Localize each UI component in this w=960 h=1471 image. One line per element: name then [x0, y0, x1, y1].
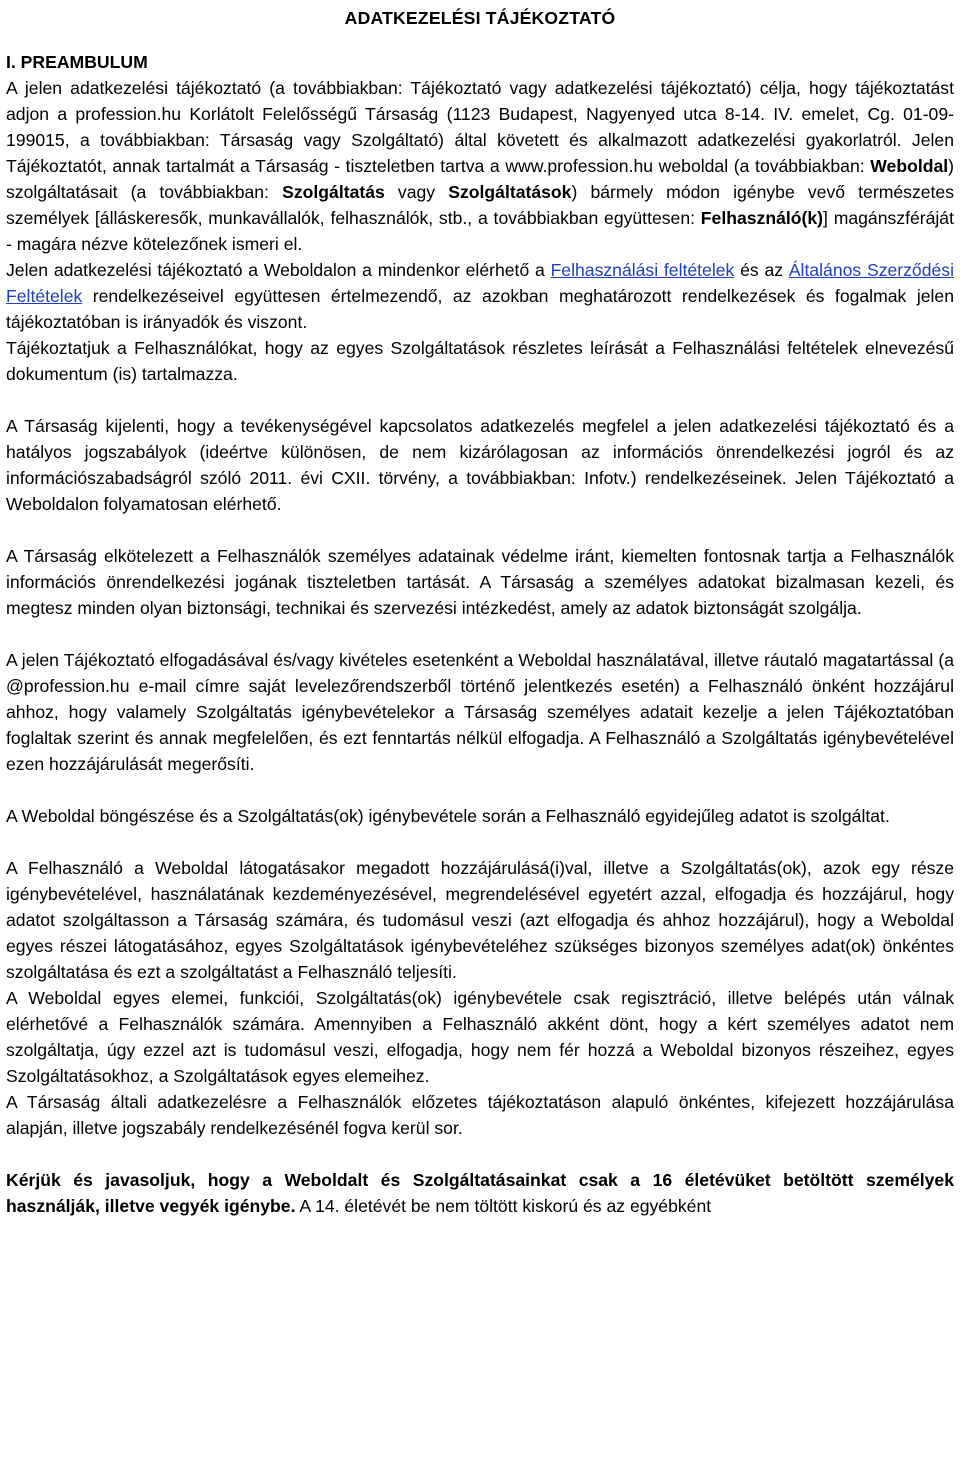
text: rendelkezéseivel együttesen értelmezendő, az azokban meghatározott rendelkezések és fogalmak jelen tájékoztatóban is irányadók és viszont.: [6, 286, 954, 332]
age-limit-notice: Kérjük és javasoljuk, hogy a Weboldalt és Szolgáltatásainkat csak a 16 életévüket betöltött személyek használják, illetve vegyék igénybe.: [6, 1170, 954, 1216]
document-title: ADATKEZELÉSI TÁJÉKOZTATÓ: [344, 8, 616, 28]
link-altalanos-szerzodesi-feltetelek[interactable]: Általános Szerződési Feltételek: [6, 260, 954, 306]
paragraph-registration: A Weboldal egyes elemei, funkciói, Szolgáltatás(ok) igénybevétele csak regisztráció, illetve belépés után válnak elérhetővé a Felhasználók számára. Amennyiben a Felhasználó akként dönt, hogy a kért személyes adatot nem szolgáltatja, úgy ezzel azt is tudomásul veszi, elfogadja, hogy nem fér hozzá a Weboldal bizonyos részeihez, egyes Szolgáltatásokhoz, a Szolgáltatások egyes elemeihez.: [6, 988, 954, 1086]
text: Jelen adatkezelési tájékoztató a Weboldalon a mindenkor elérhető a: [6, 260, 551, 280]
paragraph-data-provision: A Weboldal böngészése és a Szolgáltatás(ok) igénybevétele során a Felhasználó egyidejűleg adatot is szolgáltat.: [6, 806, 890, 826]
term-weboldal: Weboldal: [870, 156, 949, 176]
paragraph-legal-basis: A Társaság általi adatkezelésre a Felhasználók előzetes tájékoztatáson alapuló önkéntes, kifejezett hozzájárulása alapján, illetve jogszabály rendelkezésénél fogva kerül sor.: [6, 1092, 954, 1138]
text: A jelen adatkezelési tájékoztató (a továbbiakban: Tájékoztató vagy adatkezelési tájékoztató) célja, hogy tájékoztatást adjon a profession.hu Korlátolt Felelősségű Társaság (1123 Budapest, Nagyenyed utca 8-14. IV. emelet, Cg. 01-09-199015, a továbbiakban: Társaság vagy Szolgáltató) által követett és alkalmazott adatkezelési gyakorlatról. Jelen Tájékoztatót, annak tartalmát a Társaság - tiszteletben tartva a www.profession.hu weboldal (a továbbiakban:: [6, 78, 954, 176]
text: A 14. életévét be nem töltött kiskorú és az egyébként: [295, 1196, 712, 1216]
paragraph-commitment: A Társaság elkötelezett a Felhasználók személyes adatainak védelme iránt, kiemelten fontosnak tartja a Felhasználók információs önrendelkezési jogának tiszteletben tartását. A Társaság a személyes adatokat bizalmasan kezeli, és megtesz minden olyan biztonsági, technikai és szervezési intézkedést, amely az adatok biztonságát szolgálja.: [6, 546, 954, 618]
paragraph-user-agreement: A Felhasználó a Weboldal látogatásakor megadott hozzájárulásá(i)val, illetve a Szolgáltatás(ok), azok egy része igénybevételével, használatának kezdeményezésével, megrendelésével egyetért azzal, elfogadja és hozzájárul, hogy adatot szolgáltasson a Társaság számára, és tudomásul veszi (azt elfogadja és ahhoz hozzájárul), hogy a Weboldal egyes részei látogatásához, egyes Szolgáltatások igénybevételéhez szükséges bizonyos személyes adat(ok) önkéntes szolgáltatása és ezt a szolgáltatást a Felhasználó teljesíti.: [6, 858, 954, 982]
text: vagy: [384, 182, 449, 202]
term-szolgaltatas: Szolgáltatás: [282, 182, 385, 202]
document-page: [6, 0, 954, 1219]
paragraph-compliance: A Társaság kijelenti, hogy a tevékenységével kapcsolatos adatkezelés megfelel a jelen adatkezelési tájékoztató és a hatályos jogszabályok (ideértve különösen, de nem kizárólagosan az információs önrendelkezési jogról és az információszabadságról szóló 2011. évi CXII. törvény, a továbbiakban: Infotv.) rendelkezéseinek. Jelen Tájékoztató a Weboldalon folyamatosan elérhető.: [6, 416, 954, 514]
text: ) bármely módon igénybe vevő természetes személyek [álláskeresők, munkavállalók, felhasználók, stb., a továbbiakban együttesen:: [6, 182, 954, 228]
text: ) szolgáltatásait (a továbbiakban:: [6, 156, 954, 202]
paragraph-age-limit: [6, 1167, 954, 1219]
section-heading-preambulum: I. PREAMBULUM: [6, 52, 148, 72]
paragraph-terms-reference: [6, 257, 954, 335]
text: és az: [734, 260, 789, 280]
paragraph-intro: [6, 75, 954, 257]
term-felhasznalok: Felhasználó(k): [700, 208, 823, 228]
text: ] magánszféráját - magára nézve kötelezőnek ismeri el.: [6, 208, 954, 254]
paragraph-consent: A jelen Tájékoztató elfogadásával és/vagy kivételes esetenként a Weboldal használatával, illetve ráutaló magatartással (a @profession.hu e-mail címre saját levelezőrendszerből történő jelentkezés esetén) a Felhasználó önként hozzájárul ahhoz, hogy valamely Szolgáltatás igénybevételekor a Társaság személyes adatait kezelje a jelen Tájékoztatóban foglaltak szerint és annak megfelelően, és ezt fenntartás nélkül elfogadja. A Felhasználó a Szolgáltatás igénybevételével ezen hozzájárulását megerősíti.: [6, 650, 954, 774]
term-szolgaltatasok: Szolgáltatások: [448, 182, 572, 202]
paragraph-services-description: Tájékoztatjuk a Felhasználókat, hogy az egyes Szolgáltatások részletes leírását a Felhasználási feltételek elnevezésű dokumentum (is) tartalmazza.: [6, 338, 954, 384]
link-felhasznalasi-feltetelek[interactable]: Felhasználási feltételek: [550, 260, 735, 280]
